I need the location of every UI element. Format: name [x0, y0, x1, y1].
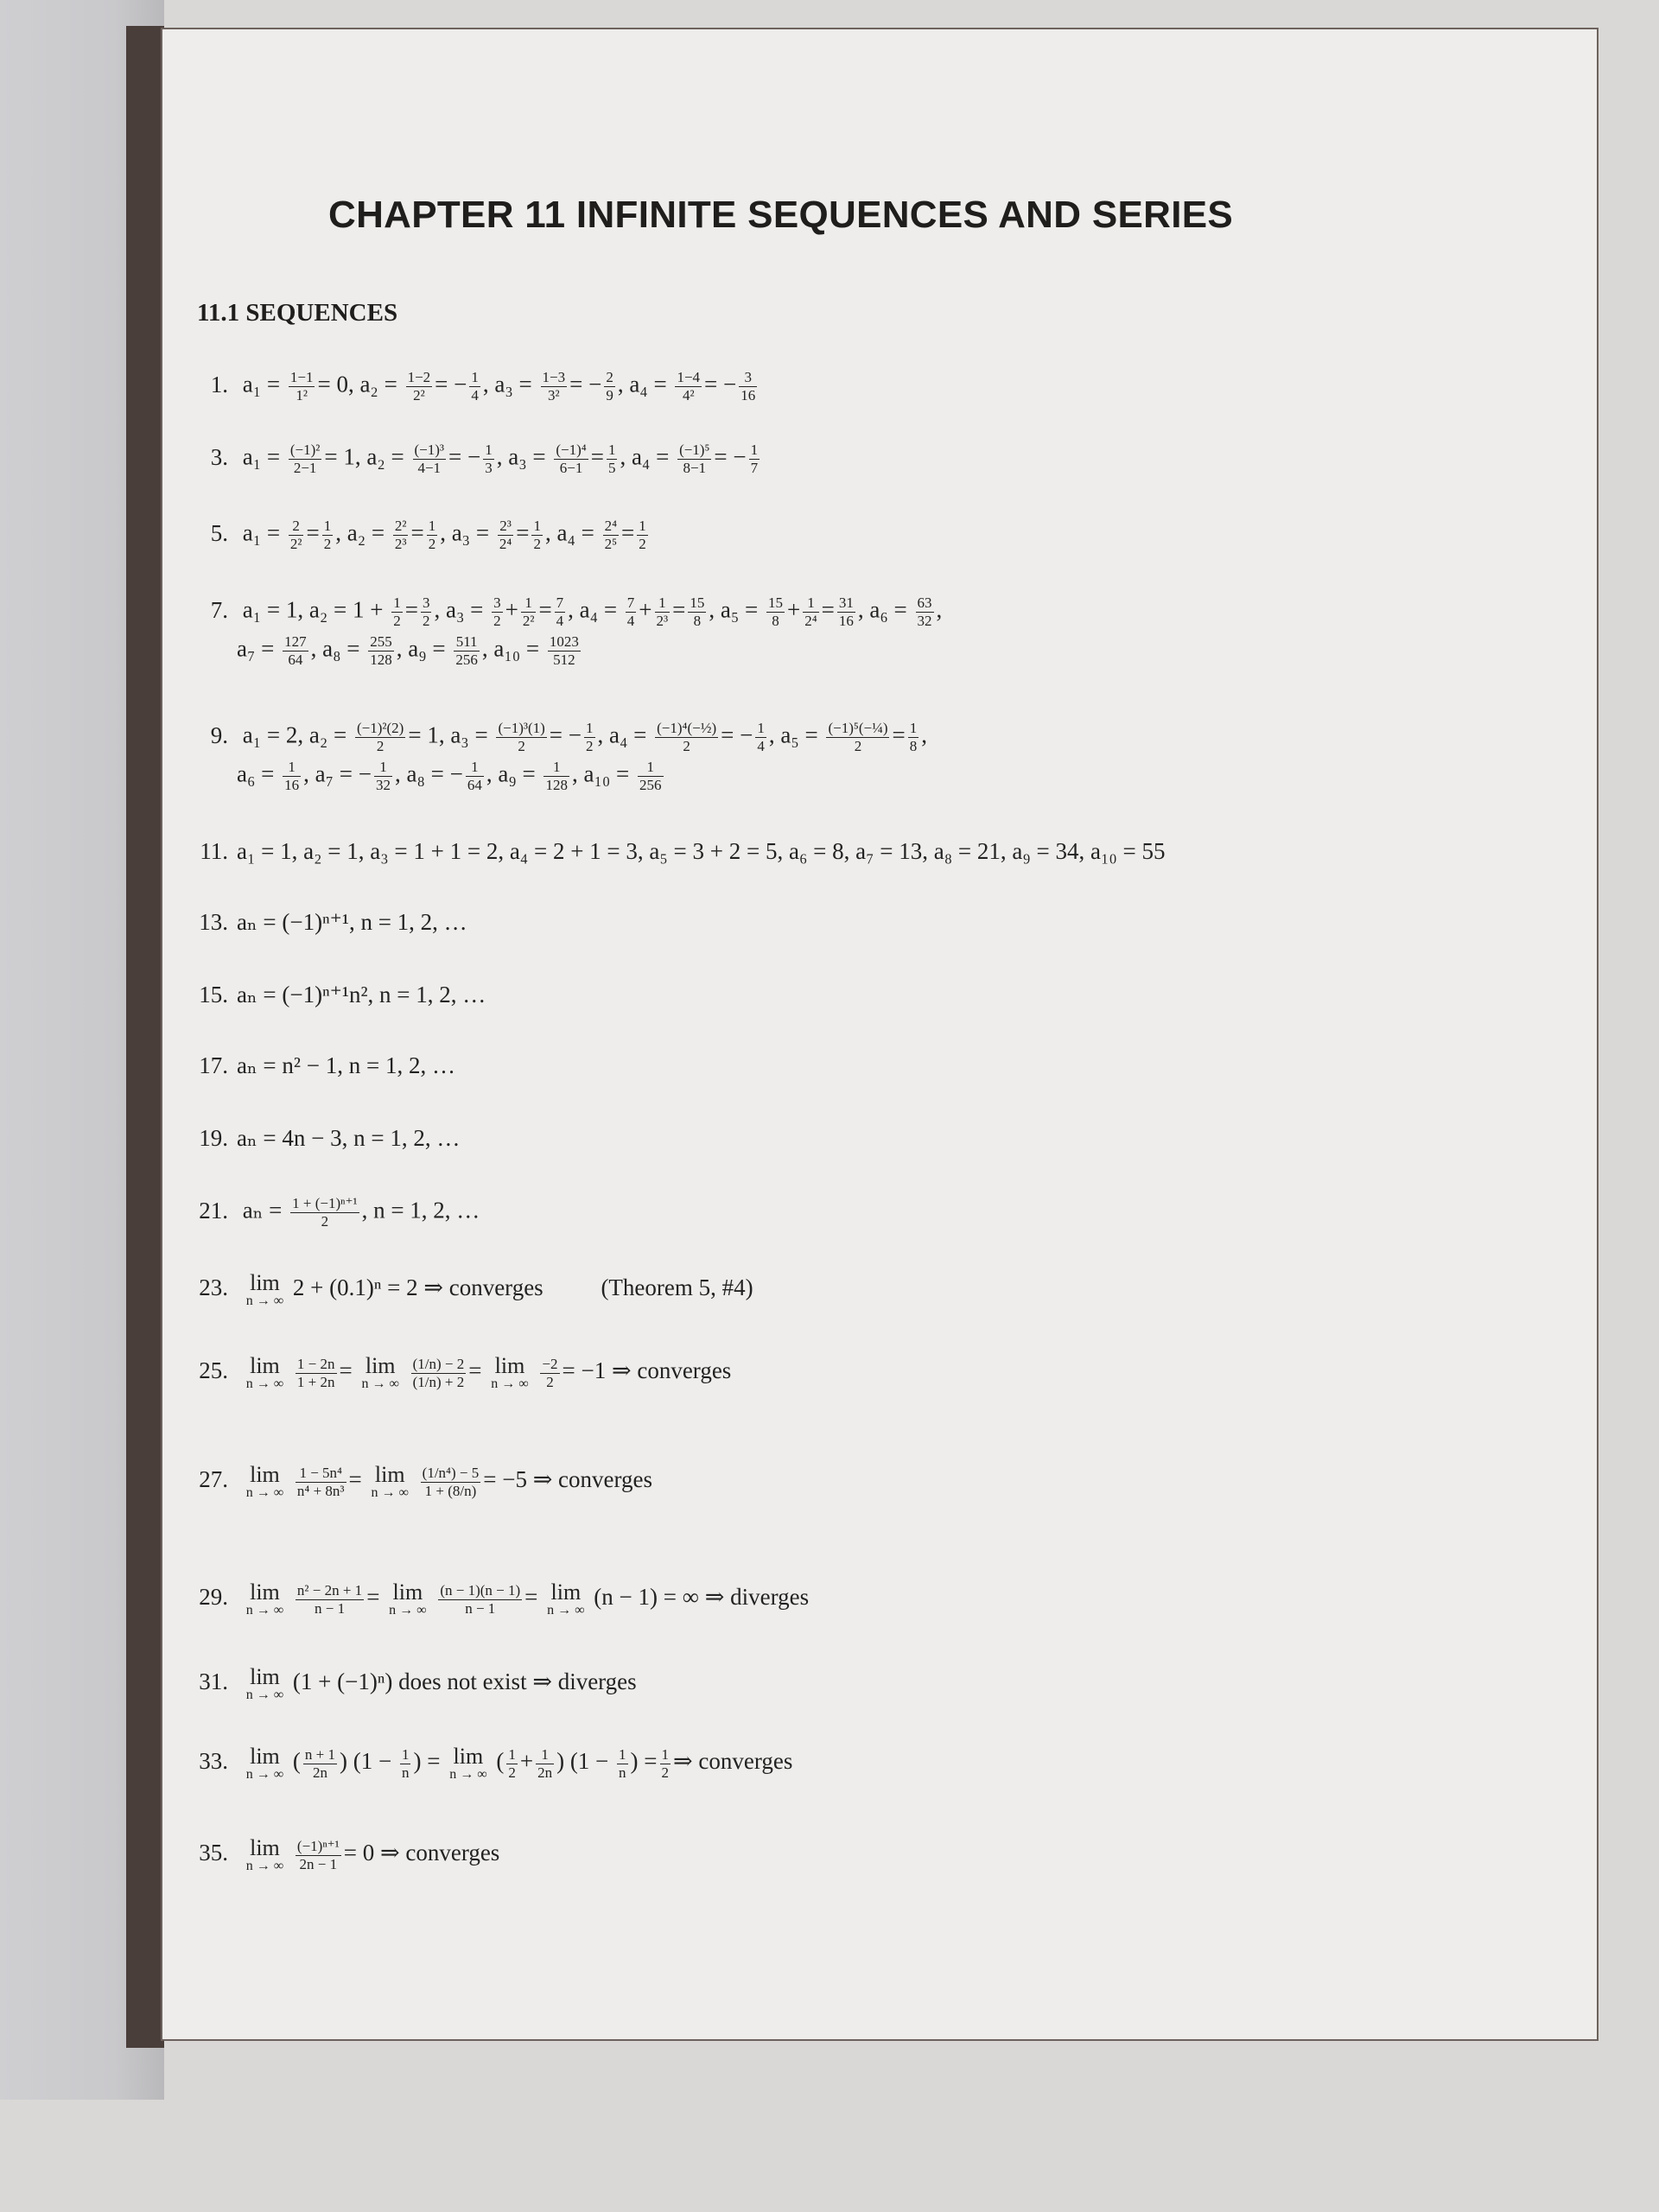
fraction-numerator: 1−2 — [407, 369, 431, 385]
fraction-denominator: 3 — [485, 459, 493, 476]
fraction — [492, 595, 503, 629]
fraction-denominator: 16 — [741, 386, 756, 404]
fraction-numerator: 1 — [638, 760, 664, 777]
fraction — [660, 1747, 671, 1781]
fraction — [638, 760, 664, 793]
fraction-numerator: 7 — [626, 594, 635, 611]
limit-operator: lim n → ∞ — [245, 1664, 284, 1702]
fraction-numerator: (1/n) − 2 — [412, 1355, 465, 1372]
fraction — [803, 595, 818, 629]
exercise-text: aₙ = (−1)ⁿ⁺¹n², n = 1, 2, … — [237, 982, 486, 1007]
fraction-numerator: (1/n⁴) − 5 — [422, 1464, 480, 1481]
fraction-denominator: 2 — [586, 737, 594, 754]
fraction-numerator: 1023 — [549, 633, 579, 650]
fraction-numerator: 1−1 — [289, 369, 314, 385]
limit-operator: lim n → ∞ — [389, 1580, 427, 1618]
exercise-15 — [180, 983, 486, 1007]
fraction — [554, 442, 588, 476]
textbook-page — [161, 28, 1599, 2041]
fraction — [469, 370, 480, 404]
fraction-denominator: 2n — [537, 1764, 553, 1781]
limit-operator: lim n → ∞ — [449, 1744, 487, 1782]
fraction-denominator: 8 — [772, 612, 779, 629]
exercise-text: aₙ = (−1)ⁿ⁺¹, n = 1, 2, … — [237, 909, 467, 935]
fraction — [496, 721, 546, 754]
fraction-denominator: 2n — [312, 1764, 327, 1781]
fraction-denominator: 2 — [639, 535, 646, 552]
fraction-numerator: 1 — [374, 760, 392, 777]
fraction-denominator: 2² — [522, 612, 535, 629]
exercise-number: 25. — [199, 1357, 228, 1384]
limit-operator: lim n → ∞ — [245, 1580, 284, 1618]
fraction — [826, 721, 889, 754]
fraction — [289, 518, 304, 552]
fraction-numerator: 1 − 5n⁴ — [296, 1465, 346, 1483]
fraction-denominator: 128 — [370, 651, 392, 668]
fraction-denominator: 2 — [533, 535, 541, 552]
fraction — [498, 518, 513, 552]
limit-operator: lim n → ∞ — [245, 1353, 284, 1391]
exercise-number: 23. — [199, 1274, 228, 1301]
limit-operator: lim n → ∞ — [245, 1462, 284, 1500]
fraction — [755, 721, 766, 754]
fraction-denominator: 2³ — [656, 612, 669, 629]
fraction-denominator: 2 — [854, 737, 862, 754]
fraction-denominator: 4 — [471, 386, 479, 404]
fraction — [506, 1747, 518, 1781]
exercise-number: 3. — [210, 443, 228, 470]
fraction-numerator: 1 — [661, 1745, 670, 1763]
fraction-denominator: 4² — [682, 386, 695, 404]
exercise-number: 5. — [210, 519, 228, 546]
fraction-denominator: 64 — [288, 651, 303, 668]
fraction-numerator: 2⁴ — [604, 518, 618, 534]
exercise-number: 11. — [200, 838, 228, 864]
fraction-numerator: 1 − 2n — [296, 1355, 335, 1372]
exercise-text: aₙ = n² − 1, n = 1, 2, … — [237, 1052, 455, 1078]
fraction-numerator: 1 — [283, 760, 301, 777]
fraction-numerator: 1 — [586, 720, 594, 736]
fraction — [296, 1583, 364, 1617]
exercise-number: 1. — [210, 371, 228, 397]
fraction — [603, 518, 619, 552]
fraction-numerator: 2³ — [498, 518, 513, 536]
limit-operator: lim n → ∞ — [245, 1835, 284, 1873]
fraction — [290, 1196, 359, 1230]
exercise-7: 7. a₁ = 1, a₂ = 1 + $\frac{1}{2}$ = $\frac{3}{2}$ , a₃ = $\frac{3}{2}$ + $\frac{1}{\text{2²}}$ = $\frac{7}{4}$ , a₄ = $\frac{7}{4}$ + $\frac{1}{\text{2³}}$ = $\frac{15}{8}$ , a₅ = $\frac{15}{8}$ + $\frac{1}{\text{2⁴}}$ = $\frac{31}{16}$ , a₆ = $\frac{63}{32}$ , a₇ = $\frac{127}{64}$ , a₈ = $\frac{255}{128}$ , a₉ = $\frac{511}{256}$ , a₁₀ = $\frac{1023}{512}$ — [180, 595, 942, 629]
fraction — [540, 1357, 559, 1390]
exercise-number: 31. — [199, 1669, 228, 1695]
exercise-number: 17. — [199, 1052, 228, 1078]
fraction — [283, 760, 301, 793]
exercise-11 — [180, 840, 1166, 863]
fraction-numerator: 1 — [757, 720, 765, 736]
fraction-numerator: 1 — [428, 518, 436, 534]
exercise-9: 9. a₁ = 2, a₂ = $\frac{\text{(−1)²(2)}}{2}$ = 1, a₃ = $\frac{\text{(−1)³(1)}}{2}$ = − $\frac{1}{2}$ , a₄ = $\frac{\text{(−1)⁴(−½)}}{2}$ = − $\frac{1}{4}$ , a₅ = $\frac{\text{(−1)⁵(−¼)}}{2}$ = $\frac{1}{8}$ , a₆ = $\frac{1}{16}$ , a₇ = − $\frac{1}{32}$ , a₈ = − $\frac{1}{64}$ , a₉ = $\frac{1}{128}$ , a₁₀ = $\frac{1}{256}$ — [180, 721, 927, 754]
fraction — [655, 595, 671, 629]
fraction-numerator: (n − 1)(n − 1) — [440, 1581, 521, 1599]
fraction-numerator: n² − 2n + 1 — [296, 1581, 363, 1599]
chapter-title: CHAPTER 11 INFINITE SEQUENCES AND SERIES — [328, 194, 1234, 236]
fraction-denominator: 32 — [917, 612, 932, 629]
fraction-denominator: n — [619, 1764, 626, 1781]
fraction-denominator: 2n − 1 — [299, 1855, 338, 1872]
exercise-25: 25. lim n → ∞ $\frac{1 - 2n}{1 + 2n}$ = lim n → ∞ $\frac{(1/n) - 2}{(1/n) + 2}$ = lim n → ∞ $\frac{-2}{2}$ = −1 ⇒ converges — [180, 1355, 731, 1391]
fraction — [296, 1839, 341, 1872]
fraction-denominator: 2² — [413, 386, 425, 404]
fraction-denominator: n − 1 — [315, 1599, 346, 1617]
fraction-numerator: 1 — [533, 518, 541, 534]
limit-operator: lim n → ∞ — [245, 1270, 284, 1308]
fraction-numerator: 1 — [543, 760, 569, 777]
exercise-29: 29. lim n → ∞ $\frac{\text{n² − 2n + 1}}{n - 1}$ = lim n → ∞ $\frac{(n - 1)(n - 1)}{n - 1}$ = lim n → ∞ (n − 1) = ∞ ⇒ diverges — [180, 1581, 809, 1618]
fraction-numerator: (−1)³(1) — [498, 720, 545, 736]
fraction — [536, 1747, 554, 1781]
fraction-denominator: 4 — [556, 612, 564, 629]
fraction-denominator: n — [401, 1764, 410, 1781]
fraction-denominator: 2 — [323, 535, 332, 552]
fraction-denominator: 4−1 — [417, 459, 442, 476]
fraction — [766, 595, 785, 629]
fraction-numerator: 255 — [370, 633, 392, 650]
fraction-numerator: 2² — [394, 518, 407, 534]
fraction-numerator: (−1)² — [289, 442, 321, 458]
fraction-numerator: 1−3 — [542, 369, 566, 385]
exercise-5: 5. a₁ = $\frac{2}{\text{2²}}$ = $\frac{1}{2}$ , a₂ = $\frac{\text{2²}}{\text{2³}}$ = $\frac{1}{2}$ , a₃ = $\frac{\text{2³}}{\text{2⁴}}$ = $\frac{1}{2}$ , a₄ = $\frac{\text{2⁴}}{\text{2⁵}}$ = $\frac{1}{2}$ — [180, 518, 651, 552]
fraction-numerator: 15 — [768, 594, 783, 611]
fraction-numerator: 1 — [521, 595, 537, 613]
fraction-numerator: 2 — [289, 518, 304, 536]
fraction-denominator: 128 — [545, 776, 568, 793]
fraction — [438, 1583, 522, 1617]
fraction-denominator: 2³ — [394, 535, 407, 552]
fraction-denominator: 3² — [548, 386, 560, 404]
fraction-denominator: 2² — [289, 535, 302, 552]
fraction-numerator: (−1)⁵(−¼) — [828, 720, 888, 736]
limit-operator: lim n → ∞ — [547, 1580, 585, 1618]
fraction-numerator: (−1)ⁿ⁺¹ — [296, 1837, 340, 1854]
fraction-denominator: 7 — [750, 459, 759, 476]
exercise-text: a₁ = 1, a₂ = 1, a₃ = 1 + 1 = 2, a₄ = 2 + 1 = 3, a₅ = 3 + 2 = 5, a₆ = 8, a₇ = 13, a₈ = 21, a₉ = 34, a₁₀ = 55 — [237, 838, 1166, 864]
fraction — [675, 370, 702, 404]
fraction-denominator: 1² — [296, 386, 308, 404]
fraction — [303, 1747, 337, 1781]
fraction — [393, 518, 409, 552]
fraction-denominator: 16 — [284, 776, 300, 793]
exercise-number: 15. — [199, 982, 228, 1007]
fraction-numerator: 1 — [471, 369, 479, 385]
fraction — [466, 760, 484, 793]
fraction — [374, 760, 392, 793]
fraction-denominator: 2−1 — [293, 459, 317, 476]
fraction — [555, 595, 566, 629]
exercise-21: 21. aₙ = $\frac{\text{1 + (−1)ⁿ⁺¹}}{2}$ , n = 1, 2, … — [180, 1196, 480, 1230]
fraction — [688, 595, 706, 629]
fraction-denominator: 8 — [909, 737, 918, 754]
fraction-numerator: n + 1 — [304, 1745, 335, 1763]
limit-operator: lim n → ∞ — [361, 1353, 399, 1391]
fraction — [739, 370, 757, 404]
fraction — [454, 634, 480, 668]
fraction — [483, 442, 494, 476]
exercise-17 — [180, 1054, 455, 1077]
fraction-denominator: 8 — [693, 612, 702, 629]
fraction-denominator: 4 — [626, 612, 635, 629]
fraction-denominator: 1 + 2n — [296, 1373, 335, 1390]
theorem-reference: (Theorem 5, #4) — [601, 1274, 753, 1301]
fraction-numerator: 1−4 — [677, 369, 701, 385]
fraction-numerator: (−1)²(2) — [357, 720, 404, 736]
fraction-numerator: 1 — [607, 442, 616, 458]
fraction-denominator: n⁴ + 8n³ — [296, 1482, 345, 1499]
fraction-denominator: 4 — [757, 737, 765, 754]
exercise-number: 7. — [210, 596, 228, 623]
fraction-denominator: 1 + (8/n) — [424, 1482, 477, 1499]
fraction-numerator: 7 — [556, 594, 564, 611]
fraction — [391, 595, 403, 629]
exercise-3: 3. a₁ = $\frac{\text{(−1)²}}{2-1}$ = 1, a₂ = $\frac{\text{(−1)³}}{4-1}$ = − $\frac{1}{3}$ , a₃ = $\frac{\text{(−1)⁴}}{6-1}$ = $\frac{1}{5}$ , a₄ = $\frac{\text{(−1)⁵}}{8-1}$ = − $\frac{1}{7}$ — [180, 442, 762, 476]
fraction — [604, 370, 615, 404]
limit-operator: lim n → ∞ — [491, 1353, 529, 1391]
fraction-numerator: −2 — [542, 1355, 558, 1372]
fraction-denominator: 256 — [639, 776, 662, 793]
fraction-numerator: 1 — [909, 720, 918, 736]
fraction-numerator: 3 — [493, 594, 501, 611]
fraction — [421, 1465, 481, 1499]
fraction-denominator: 64 — [467, 776, 482, 793]
fraction — [355, 721, 405, 754]
fraction-numerator: 2 — [606, 369, 613, 385]
fraction-denominator: 2 — [376, 737, 385, 754]
fraction-denominator: 2 — [518, 737, 525, 754]
fraction-denominator: 2 — [321, 1212, 329, 1230]
fraction-numerator: 15 — [690, 594, 705, 611]
fraction — [296, 1465, 346, 1499]
fraction-denominator: 2 — [428, 535, 436, 552]
fraction — [427, 518, 438, 552]
exercise-number: 13. — [199, 909, 228, 935]
fraction — [626, 595, 637, 629]
exercise-9-line-2: a₆ = $\frac{1}{16}$ , a₇ = − $\frac{1}{32}$ , a₈ = − $\frac{1}{64}$ , a₉ = $\frac{1}{128}$ , a₁₀ = $\frac{1}{256}$ — [237, 759, 662, 793]
fraction-denominator: 256 — [455, 651, 478, 668]
fraction-numerator: 1 — [639, 518, 646, 534]
fraction-numerator: 511 — [454, 634, 480, 652]
fraction-denominator: 6−1 — [559, 459, 583, 476]
exercise-number: 33. — [199, 1748, 228, 1775]
exercise-35: 35. lim n → ∞ $\frac{\text{(−1)ⁿ⁺¹}}{2n - 1}$ = 0 ⇒ converges — [180, 1837, 499, 1873]
exercise-number: 29. — [199, 1584, 228, 1611]
fraction-denominator: 2⁴ — [499, 535, 512, 552]
fraction — [916, 595, 934, 629]
fraction-numerator: 1 — [536, 1747, 554, 1764]
limit-operator: lim n → ∞ — [245, 1744, 284, 1782]
fraction-numerator: (−1)⁴(−½) — [657, 720, 717, 736]
fraction — [541, 370, 568, 404]
exercise-number: 27. — [199, 1466, 228, 1493]
exercise-31: 31. lim n → ∞ (1 + (−1)ⁿ) does not exist ⇒ diverges — [180, 1666, 637, 1702]
fraction-numerator: 3 — [422, 594, 430, 611]
fraction — [296, 1357, 337, 1390]
book-spine — [126, 26, 164, 2048]
fraction-numerator: 3 — [739, 370, 757, 387]
fraction-denominator: 2 — [683, 737, 690, 754]
fraction — [543, 760, 569, 793]
fraction-numerator: (−1)⁵ — [679, 442, 710, 458]
fraction-numerator: 1 — [485, 442, 493, 458]
fraction-numerator: 1 — [508, 1745, 516, 1763]
fraction — [411, 1357, 467, 1390]
exercise-27: 27. lim n → ∞ $\frac{\text{1 − 5n⁴}}{\text{n⁴ + 8n³}}$ = lim n → ∞ $\frac{\text{(1/n⁴) − 5}}{1 + (8/n)}$ = −5 ⇒ converges — [180, 1464, 652, 1500]
fraction — [413, 442, 447, 476]
fraction-denominator: n − 1 — [465, 1599, 496, 1617]
fraction — [289, 370, 315, 404]
fraction — [289, 442, 322, 476]
exercise-1: 1. a₁ = $\frac{1-1}{\text{1²}}$ = 0, a₂ = $\frac{1-2}{\text{2²}}$ = − $\frac{1}{4}$ , a₃ = $\frac{1-3}{\text{3²}}$ = − $\frac{2}{9}$ , a₄ = $\frac{1-4}{\text{4²}}$ = − $\frac{3}{16}$ — [180, 370, 760, 404]
fraction-numerator: 1 — [401, 1745, 410, 1763]
fraction-denominator: (1/n) + 2 — [412, 1373, 465, 1390]
fraction-numerator: 1 — [803, 595, 818, 613]
fraction — [406, 370, 433, 404]
fraction — [283, 634, 308, 668]
fraction — [368, 634, 394, 668]
fraction-denominator: 2 — [661, 1764, 670, 1781]
fraction-denominator: 2 — [546, 1373, 554, 1390]
exercise-13 — [180, 911, 467, 934]
fraction-numerator: (−1)⁴ — [556, 442, 587, 458]
fraction-numerator: 1 — [323, 518, 332, 534]
fraction — [400, 1747, 411, 1781]
fraction — [908, 721, 919, 754]
fraction — [531, 518, 543, 552]
section-title: 11.1 SEQUENCES — [197, 299, 398, 327]
fraction — [521, 595, 537, 629]
fraction — [617, 1747, 628, 1781]
exercise-number: 19. — [199, 1125, 228, 1151]
fraction-numerator: 1 — [466, 760, 484, 777]
fraction-denominator: 2 — [393, 612, 401, 629]
exercise-7-line-2: a₇ = $\frac{127}{64}$ , a₈ = $\frac{255}{128}$ , a₉ = $\frac{511}{256}$ , a₁₀ = $\frac{1023}{512}$ — [237, 633, 579, 668]
exercise-number: 9. — [210, 721, 228, 748]
fraction — [322, 518, 334, 552]
fraction-denominator: 32 — [375, 776, 391, 793]
limit-operator: lim n → ∞ — [371, 1462, 409, 1500]
exercise-text: aₙ = 4n − 3, n = 1, 2, … — [237, 1125, 461, 1151]
fraction — [421, 595, 432, 629]
fraction-denominator: 2 — [508, 1764, 516, 1781]
fraction — [607, 442, 618, 476]
exercise-number: 35. — [199, 1840, 228, 1866]
fraction-denominator: 2 — [422, 612, 430, 629]
fraction — [749, 442, 760, 476]
fraction — [655, 721, 718, 754]
fraction-denominator: 8−1 — [683, 459, 707, 476]
fraction-numerator: 31 — [838, 594, 854, 611]
exercise-23: 23. lim n → ∞ 2 + (0.1)ⁿ = 2 ⇒ converges (Theorem 5, #4) — [180, 1272, 753, 1308]
fraction-numerator: 127 — [284, 633, 307, 650]
fraction — [548, 634, 581, 668]
fraction-numerator: 1 + (−1)ⁿ⁺¹ — [292, 1195, 358, 1211]
fraction-denominator: 2⁴ — [804, 612, 817, 629]
fraction — [677, 442, 711, 476]
fraction — [837, 595, 855, 629]
fraction — [584, 721, 595, 754]
fraction-numerator: 1 — [750, 442, 759, 458]
fraction-numerator: 63 — [917, 594, 932, 611]
fraction-denominator: 512 — [553, 651, 575, 668]
fraction-numerator: (−1)³ — [414, 442, 445, 458]
fraction-denominator: 2⁵ — [604, 535, 618, 552]
fraction-denominator: 9 — [606, 386, 613, 404]
fraction-denominator: 16 — [838, 612, 854, 629]
fraction-denominator: 5 — [607, 459, 616, 476]
fraction — [637, 518, 648, 552]
fraction-numerator: 1 — [393, 594, 401, 611]
exercise-33: 33. lim n → ∞ ( $\frac{n + 1}{2n}$ ) (1 − $\frac{1}{n}$ ) = lim n → ∞ ( $\frac{1}{2}$ + $\frac{1}{2n}$ ) (1 − $\frac{1}{n}$ ) = $\frac{1}{2}$ ⇒ converges — [180, 1745, 792, 1782]
fraction-numerator: 1 — [655, 595, 671, 613]
exercise-19 — [180, 1127, 460, 1150]
fraction-numerator: 1 — [619, 1745, 626, 1763]
fraction-denominator: 2 — [493, 612, 501, 629]
exercise-number: 21. — [199, 1197, 228, 1224]
